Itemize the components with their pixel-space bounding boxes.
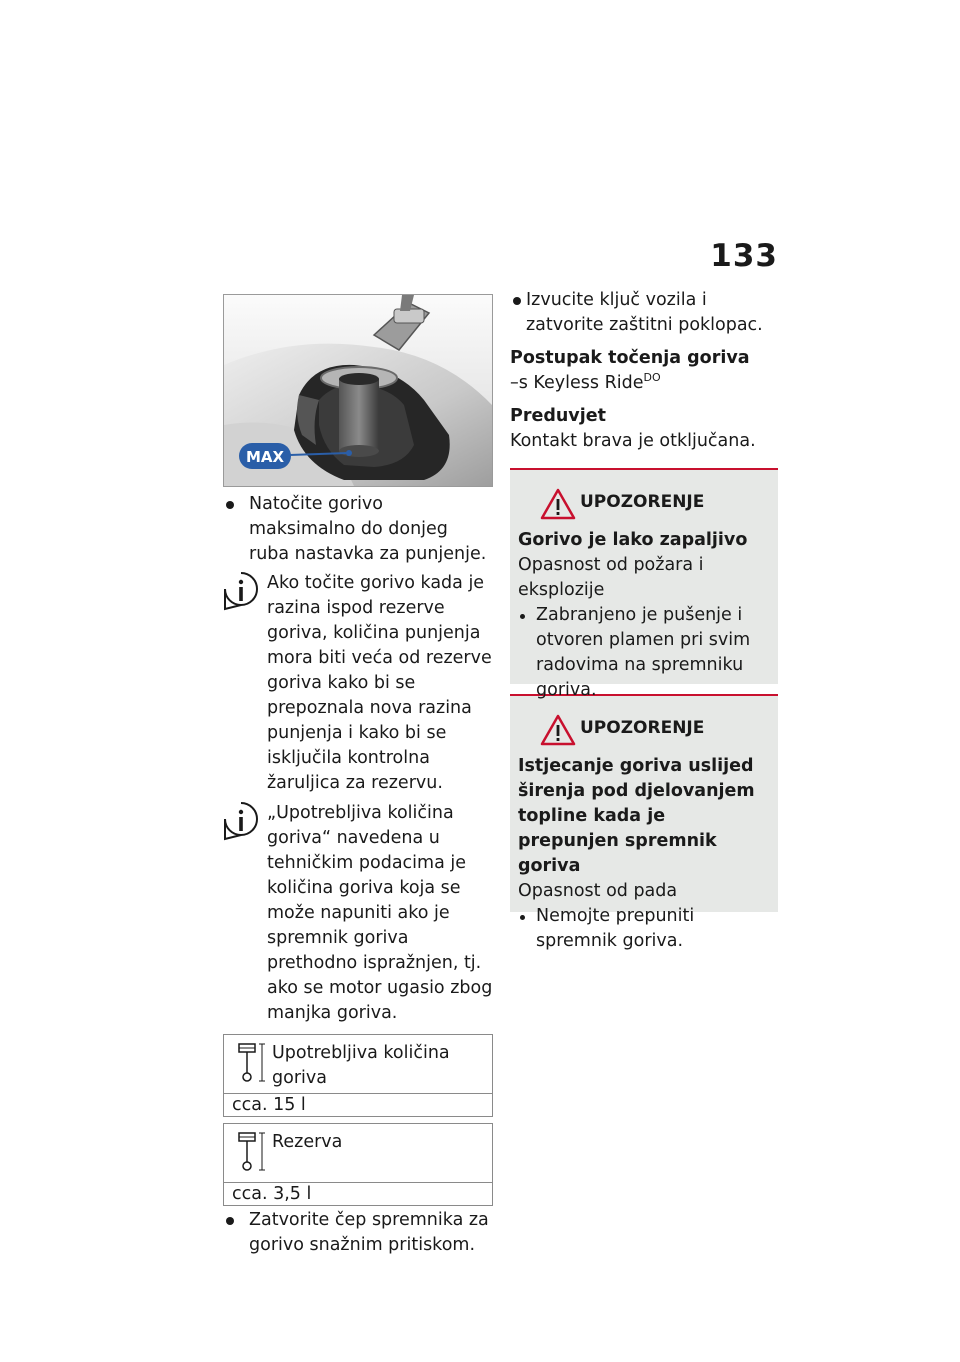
instruction-remove-key: Izvucite ključ vozila i zatvorite zaštitni poklopac.	[510, 288, 778, 338]
page-number: 133	[710, 238, 778, 274]
warning-triangle-icon	[540, 488, 576, 520]
procedure-title: Postupak točenja goriva	[510, 348, 750, 368]
max-callout-label: MAX	[245, 448, 285, 466]
precondition-text: Kontakt brava je otključana.	[510, 431, 756, 451]
spec-value: cca. 3,5 l	[232, 1184, 312, 1204]
info-icon	[223, 801, 259, 841]
right-column	[510, 288, 778, 951]
warning-box-flammable	[510, 468, 778, 700]
warning-bullet: Nemojte prepuniti spremnik goriva.	[518, 904, 768, 954]
spec-value: cca. 15 l	[232, 1095, 306, 1115]
procedure-subtitle-sup: DO	[643, 371, 661, 385]
spec-usable-fuel	[223, 1034, 493, 1117]
info-text-reserve: Ako točite gorivo kada je razina ispod rezerve goriva, količina punjenja mora biti veća od rezerve goriva kako bi se prepoznala nova razina punjenja i kako bi se isključila kontrolna žaruljica za rezervu.	[267, 573, 492, 793]
precondition-title: Preduvjet	[510, 406, 606, 426]
spec-label: Rezerva	[272, 1132, 343, 1152]
warning-triangle-icon	[540, 714, 576, 746]
spec-label: Upotrebljiva količina goriva	[272, 1043, 450, 1088]
warning-bullet: Zabranjeno je pušenje i otvoren plamen pri svim radovima na spremniku goriva.	[518, 603, 768, 703]
fuel-filler-figure	[223, 294, 493, 487]
info-note-reserve	[223, 571, 493, 796]
warning-text: Opasnost od požara i eksplozije	[518, 555, 704, 600]
warning-heading: Gorivo je lako zapaljivo	[518, 530, 748, 550]
procedure-subtitle-text: –s Keyless Ride	[510, 373, 644, 393]
fuel-pump-icon	[236, 1130, 266, 1172]
warning-title: UPOZORENJE	[580, 718, 705, 738]
warning-text: Opasnost od pada	[518, 881, 678, 901]
info-icon	[223, 571, 259, 611]
warning-title: UPOZORENJE	[580, 492, 705, 512]
spec-reserve	[223, 1123, 493, 1206]
info-text-usable: „Upotrebljiva količina goriva“ navedena u tehničkim podacima je količina goriva koja se može napuniti ako je spremnik goriva prethodno ispražnjen, tj. ako se motor ugasio zbog manjka goriva.	[267, 803, 493, 1023]
instruction-close-cap: Zatvorite čep spremnika za gorivo snažnim pritiskom.	[223, 1208, 493, 1258]
left-column	[223, 492, 493, 1258]
warning-box-overfill	[510, 694, 778, 951]
info-note-usable	[223, 801, 493, 1026]
warning-heading: Istjecanje goriva uslijed širenja pod djelovanjem topline kada je prepunjen spremnik goriva	[518, 756, 755, 876]
fuel-pump-icon	[236, 1041, 266, 1083]
instruction-fill-max: Natočite gorivo maksimalno do donjeg ruba nastavka za punjenje.	[223, 492, 493, 567]
procedure-subtitle	[510, 371, 778, 396]
